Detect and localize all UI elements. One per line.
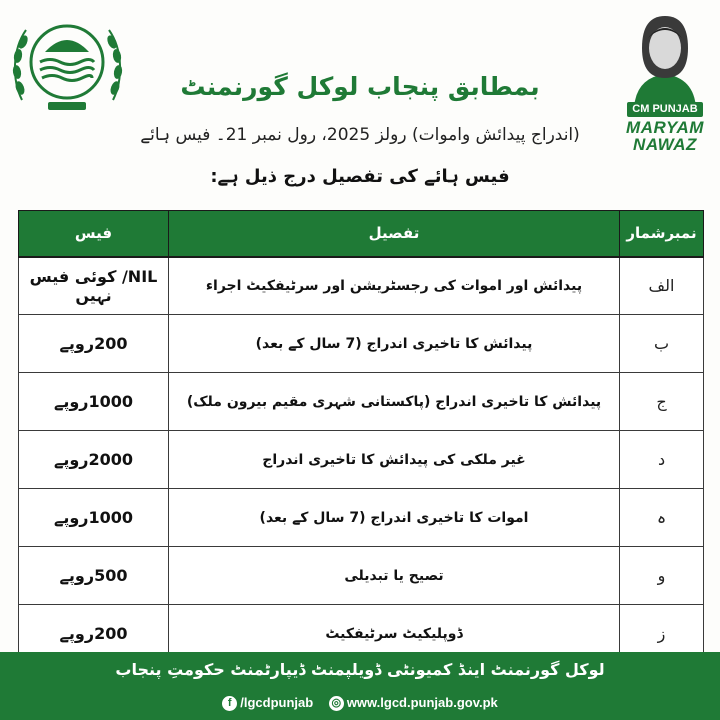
table-row bbox=[19, 315, 704, 373]
row-detail: تصیح یا تبدیلی bbox=[169, 547, 620, 605]
header-fee: فیس bbox=[19, 211, 169, 257]
row-detail: غیر ملکی کی پیدائش کا تاخیری اندراج bbox=[169, 431, 620, 489]
footer-department: لوکل گورنمنٹ اینڈ کمیونٹی ڈویلپمنٹ ڈیپارٹمنٹ حکومتِ پنجاب bbox=[115, 660, 605, 679]
row-detail: پیدائش کا تاخیری اندراج (7 سال کے بعد) bbox=[169, 315, 620, 373]
row-serial: د bbox=[620, 431, 704, 489]
footer-links bbox=[0, 694, 720, 711]
cm-badge-line1: CM PUNJAB bbox=[627, 102, 702, 117]
website-url: www.lgcd.punjab.gov.pk bbox=[346, 694, 498, 710]
row-fee: 500روپے bbox=[19, 547, 169, 605]
row-detail: اموات کا تاخیری اندراج (7 سال کے بعد) bbox=[169, 489, 620, 547]
row-fee: 1000روپے bbox=[19, 489, 169, 547]
row-detail: پیدائش کا تاخیری اندراج (پاکستانی شہری مقیم بیرون ملک) bbox=[169, 373, 620, 431]
footer bbox=[0, 652, 720, 720]
cm-badge-line3: NAWAZ bbox=[633, 135, 697, 154]
row-serial: ج bbox=[620, 373, 704, 431]
row-serial: ہ bbox=[620, 489, 704, 547]
table-row bbox=[19, 373, 704, 431]
table-header-row bbox=[19, 211, 704, 257]
row-fee: NIL/ کوئی فیس نہیں bbox=[19, 257, 169, 315]
globe-icon: ◎ bbox=[329, 696, 344, 711]
facebook-link[interactable] bbox=[222, 695, 313, 711]
row-fee: 2000روپے bbox=[19, 431, 169, 489]
page-subtitle: (اندراج پیدائش واموات) رولز 2025، رول نمبر 21۔ فیس ہائے bbox=[140, 125, 580, 145]
row-serial: ز bbox=[620, 605, 704, 663]
row-detail: ڈوپلیکیٹ سرٹیفکیٹ bbox=[169, 605, 620, 663]
website-link[interactable] bbox=[329, 695, 498, 711]
row-fee: 200روپے bbox=[19, 605, 169, 663]
row-detail: پیدائش اور اموات کی رجسٹریشن اور سرٹیفکیٹ اجراء bbox=[169, 257, 620, 315]
header-serial: نمبرشمار bbox=[620, 211, 704, 257]
facebook-handle: /lgcdpunjab bbox=[240, 694, 314, 710]
cm-portrait-image bbox=[628, 8, 702, 108]
row-serial: ب bbox=[620, 315, 704, 373]
header-detail: تفصیل bbox=[169, 211, 620, 257]
row-serial: و bbox=[620, 547, 704, 605]
fee-table bbox=[18, 210, 704, 663]
cm-badge-line2: MARYAM bbox=[626, 118, 704, 137]
punjab-government-logo bbox=[10, 10, 125, 115]
page-title: بمطابق پنجاب لوکل گورنمنٹ bbox=[180, 72, 540, 101]
facebook-icon: f bbox=[222, 696, 237, 711]
row-serial: الف bbox=[620, 257, 704, 315]
table-row bbox=[19, 257, 704, 315]
table-row bbox=[19, 489, 704, 547]
intro-text: فیس ہائے کی تفصیل درج ذیل ہے: bbox=[210, 166, 510, 187]
table-row bbox=[19, 547, 704, 605]
row-fee: 1000روپے bbox=[19, 373, 169, 431]
cm-punjab-badge bbox=[620, 8, 710, 154]
row-fee: 200روپے bbox=[19, 315, 169, 373]
table-row bbox=[19, 431, 704, 489]
